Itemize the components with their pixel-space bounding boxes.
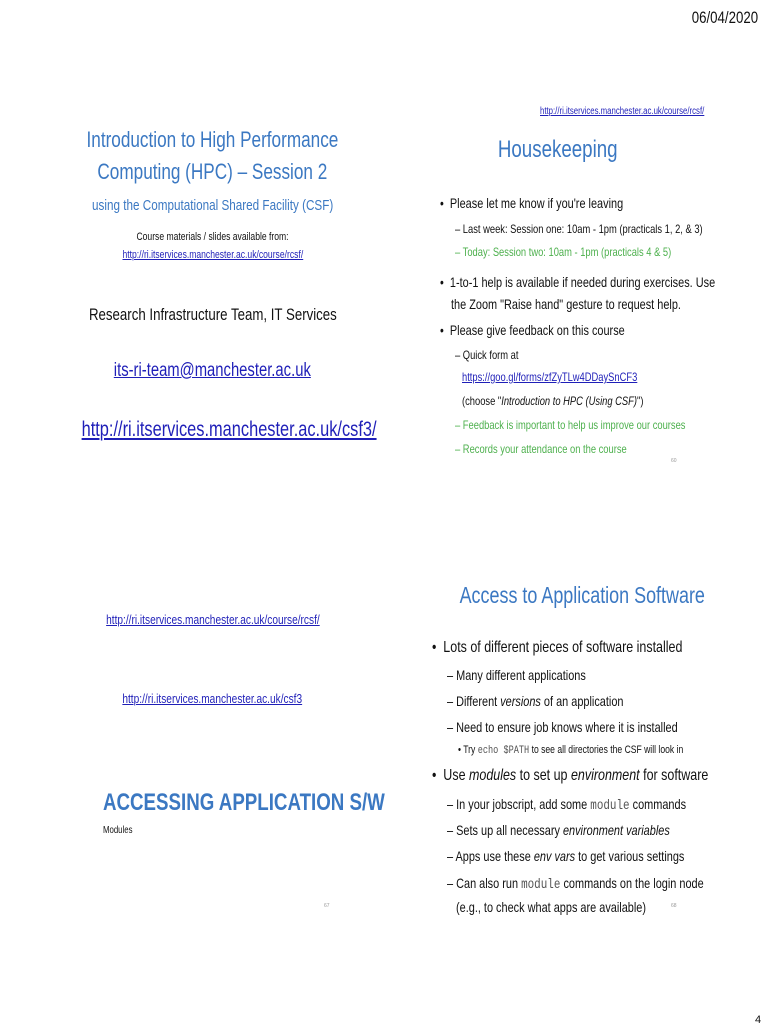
slide4-title: Access to Application Software xyxy=(459,582,705,608)
software-sub-4: – In your jobscript, add some module commands xyxy=(447,796,687,814)
software-bullet-1: • Lots of different pieces of software installed xyxy=(432,639,683,656)
slide3-sub: Modules xyxy=(103,825,133,836)
slide2-number: 60 xyxy=(671,458,677,464)
slide1-subtitle: using the Computational Shared Facility (CSF) xyxy=(91,197,334,214)
software-sub-5: – Sets up all necessary environment variables xyxy=(447,822,670,838)
housekeeping-sub-5: – Records your attendance on the course xyxy=(455,442,627,456)
materials-label: Course materials / slides available from: xyxy=(136,231,289,243)
housekeeping-sub-3: – Quick form at xyxy=(455,348,519,362)
slide3-course-link[interactable]: http://ri.itservices.manchester.ac.uk/course/rcsf/ xyxy=(105,612,320,627)
slide2-top-link[interactable]: http://ri.itservices.manchester.ac.uk/course/rcsf/ xyxy=(540,106,705,117)
slide4-number: 68 xyxy=(671,903,677,909)
software-sub-6: – Apps use these env vars to get various settings xyxy=(447,848,685,864)
software-sub-3: – Need to ensure job knows where it is installed xyxy=(447,719,678,735)
housekeeping-sub-4: – Feedback is important to help us improve our courses xyxy=(455,418,686,432)
feedback-form-link[interactable]: https://goo.gl/forms/zfZyTLw4DDaySnCF3 xyxy=(462,370,638,384)
housekeeping-bullet-1: • Please let me know if you're leaving xyxy=(440,195,624,211)
materials-link[interactable]: http://ri.itservices.manchester.ac.uk/course/rcsf/ xyxy=(122,249,303,261)
slide3-heading: ACCESSING APPLICATION S/W xyxy=(103,789,385,816)
slide3-number: 67 xyxy=(324,903,330,909)
site-link[interactable]: http://ri.itservices.manchester.ac.uk/csf3/ xyxy=(81,418,377,441)
slide3-csf3-link[interactable]: http://ri.itservices.manchester.ac.uk/csf3 xyxy=(122,691,303,706)
choose-note: (choose "Introduction to HPC (Using CSF)") xyxy=(462,394,644,408)
slide1-title: Introduction to High Performance Computing (HPC) – Session 2 xyxy=(86,127,339,184)
housekeeping-bullet-2: • 1-to-1 help is available if needed during exercises. Use the Zoom "Raise hand" gesture to request help. xyxy=(440,274,716,312)
slide2-title: Housekeeping xyxy=(497,136,618,163)
software-sub-7: – Can also run module commands on the login node (e.g., to check what apps are available) xyxy=(447,875,704,915)
email-link[interactable]: its-ri-team@manchester.ac.uk xyxy=(113,360,312,381)
team-name: Research Infrastructure Team, IT Services xyxy=(88,305,337,324)
software-sub-1: – Many different applications xyxy=(447,667,586,683)
software-bullet-2: • Use modules to set up environment for software xyxy=(432,767,709,784)
header-date: 06/04/2020 xyxy=(691,8,758,27)
page-number: 4 xyxy=(755,1014,762,1026)
housekeeping-bullet-3: • Please give feedback on this course xyxy=(440,322,625,338)
software-sub-2: – Different versions of an application xyxy=(447,693,624,709)
housekeeping-sub-1: – Last week: Session one: 10am - 1pm (practicals 1, 2, & 3) xyxy=(455,222,703,236)
housekeeping-sub-2: – Today: Session two: 10am - 1pm (practicals 4 & 5) xyxy=(455,245,672,259)
software-subsub-1: • Try echo $PATH to see all directories the CSF will look in xyxy=(458,744,684,757)
